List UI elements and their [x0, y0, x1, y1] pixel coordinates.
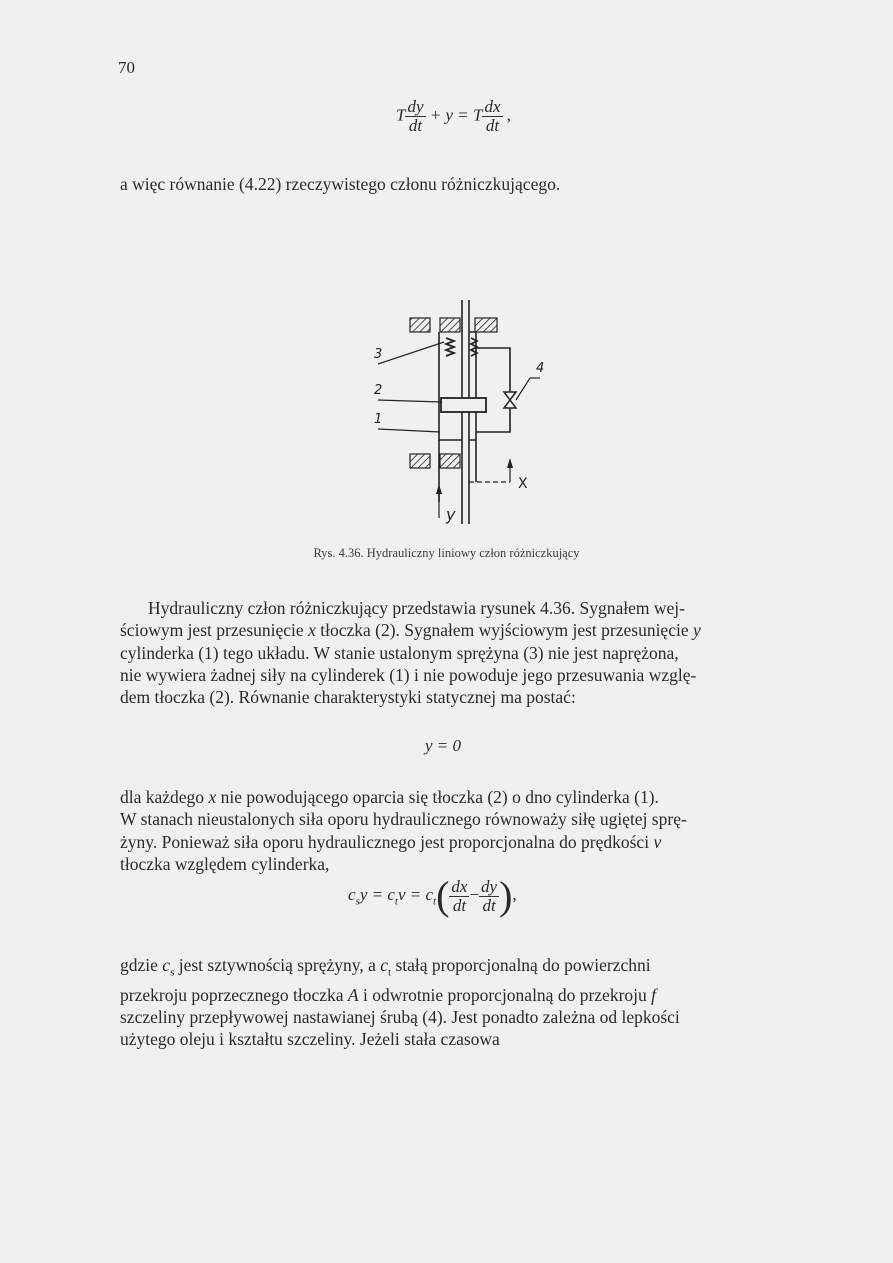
valve — [504, 392, 516, 408]
label-x: X — [518, 476, 528, 492]
piston — [441, 398, 486, 412]
paragraph-1 — [120, 597, 771, 708]
guide-block-top-right — [475, 318, 497, 332]
para1-line-1: Hydrauliczny człon różniczkujący przedstawia rysunek 4.36. Sygnałem wej- — [148, 598, 685, 618]
para2-line-2: W stanach nieustalonych siła oporu hydraulicznego równoważy siłę ugiętej sprę- — [120, 809, 687, 830]
bypass-pipe — [476, 348, 510, 432]
eq1-frac-2 — [482, 98, 502, 135]
eq3-frac-2: $\frac{dy}{dt}$ — [481, 876, 498, 915]
equation-1 — [396, 98, 511, 135]
paragraph-2 — [120, 786, 771, 875]
eq1-tail: , — [506, 105, 512, 125]
para3-line-2: przekroju poprzecznego tłoczka A i odwrotnie proporcjonalną do przekroju f — [120, 984, 657, 1005]
para1-line-3: cylinderka (1) tego układu. W stanie ustalonym sprężyna (3) nie jest naprężona, — [120, 642, 679, 663]
eq1-num-1: dy — [407, 97, 424, 116]
eq1-T: T — [396, 105, 406, 125]
para2-line-4: tłoczka względem cylinderka, — [120, 853, 330, 874]
label-y: y — [446, 505, 456, 524]
eq1-den-2: dt — [485, 116, 500, 135]
eq1-mid: + y = T — [429, 105, 483, 125]
eq1-den-1: dt — [408, 116, 423, 135]
label-1: 1 — [374, 412, 383, 427]
para3-line-3: szczeliny przepływowej nastawianej śrubą (4). Jest ponadto zależna od lepkości — [120, 1007, 680, 1028]
equation-2: y = 0 — [425, 736, 462, 755]
para1-line-5: dem tłoczka (2). Równanie charakterystyki statycznej ma postać: — [120, 687, 576, 708]
eq1-frac-1 — [405, 98, 425, 135]
para1-line-2: ściowym jest przesunięcie x tłoczka (2). Sygnałem wyjściowym jest przesunięcie y — [120, 620, 701, 641]
para3-line-4: użytego oleju i kształtu szczeliny. Jeżeli stała czasowa — [120, 1029, 500, 1050]
eq1-num-2: dx — [484, 97, 501, 116]
label-4: 4 — [536, 361, 545, 376]
label-2: 2 — [374, 383, 383, 398]
page-number: 70 — [118, 58, 135, 77]
text-line-1: a więc równanie (4.22) rzeczywistego członu różniczkującego. — [120, 174, 561, 194]
guide-block-top-left — [410, 318, 430, 332]
para1-line-4: nie wywiera żadnej siły na cylinderek (1) i nie powoduje jego przesuwania wzglę- — [120, 664, 697, 685]
hydraulic-differentiator-figure — [360, 292, 560, 532]
guide-block-top-middle — [440, 318, 460, 332]
label-3: 3 — [374, 347, 383, 362]
para2-line-3: żyny. Ponieważ siła oporu hydraulicznego jest proporcjonalna do prędkości v — [120, 831, 662, 852]
guide-block-bottom-right — [440, 454, 460, 468]
eq3-frac-1: $\frac{dx}{dt}$ — [451, 876, 468, 915]
figure-caption: Rys. 4.36. Hydrauliczny liniowy człon różniczkujący — [313, 546, 580, 560]
equation-3: $c_sy = c_tv = c_t$( $\frac{dx}{dt}$ − $\frac{dy}{dt}$ ), — [348, 873, 517, 918]
paragraph-3 — [120, 954, 771, 1051]
para2-line-1: dla każdego x nie powodującego oparcia się tłoczka (2) o dno cylinderka (1). — [120, 787, 659, 807]
guide-block-bottom-left — [410, 454, 430, 468]
para3-line-1: gdzie $c_s$ jest sztywnością sprężyny, a $c_t$ stałą proporcjonalną do powierzchni — [120, 955, 651, 979]
